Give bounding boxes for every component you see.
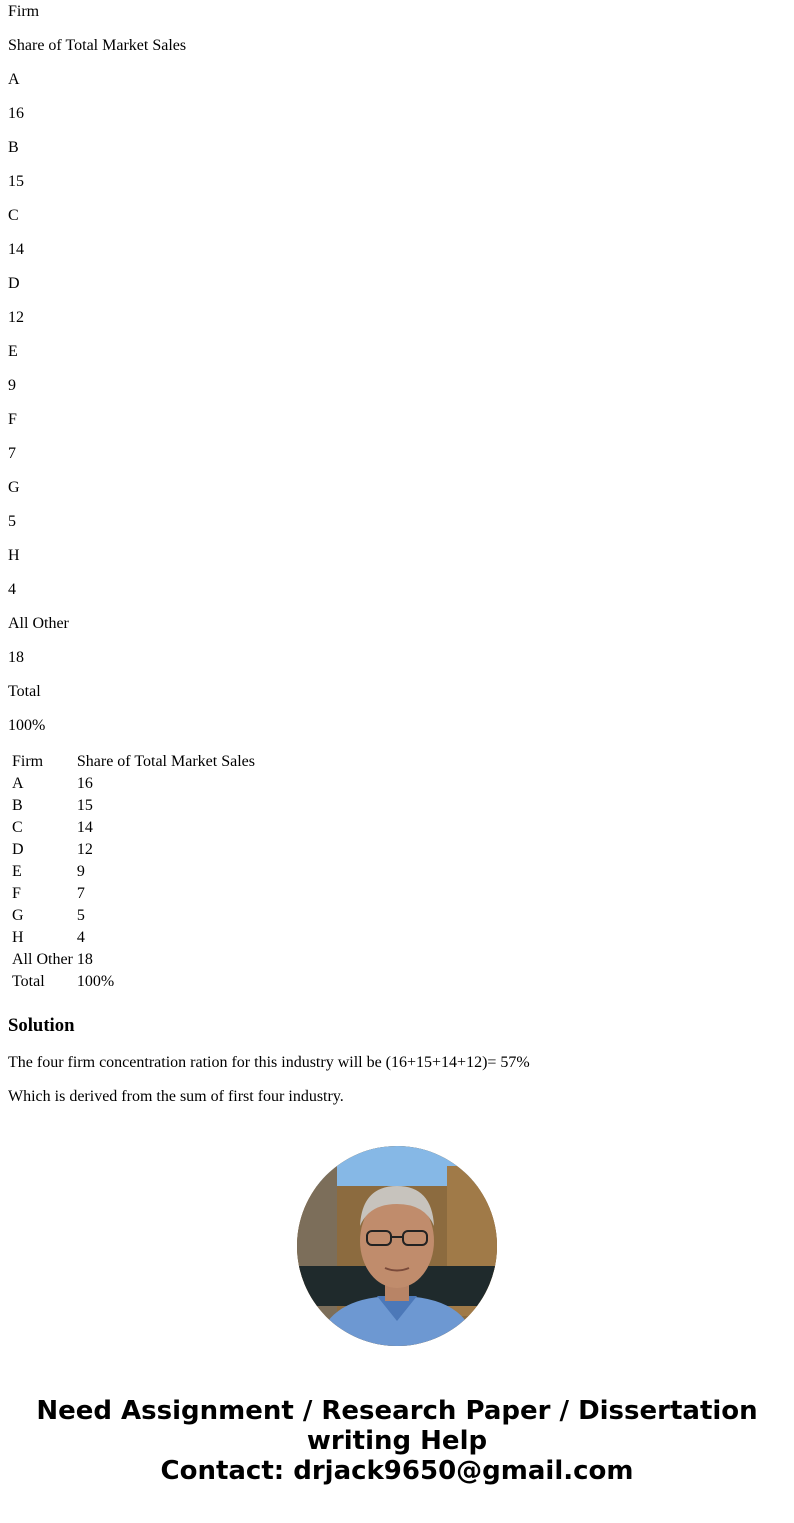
table-row xyxy=(11,796,256,816)
list-item: H xyxy=(8,547,20,564)
table-row xyxy=(11,862,256,882)
table-cell-firm: G xyxy=(12,907,24,924)
list-item: D xyxy=(8,275,20,292)
list-item: 12 xyxy=(8,309,24,326)
share-list xyxy=(8,3,786,735)
list-item: Share of Total Market Sales xyxy=(8,37,187,54)
table-row xyxy=(11,928,256,948)
list-item: Firm xyxy=(8,3,40,20)
table-cell-firm: C xyxy=(12,819,23,836)
table-cell-share: 5 xyxy=(76,907,85,924)
table-cell-share: 16 xyxy=(76,775,93,792)
table-cell-share: 12 xyxy=(76,841,93,858)
table-cell-firm: H xyxy=(12,929,24,946)
solution-text: The four firm concentration ration for this industry will be (16+15+14+12)= 57% xyxy=(8,1054,530,1071)
list-item: B xyxy=(8,139,19,156)
table-row xyxy=(11,972,256,992)
solution-heading: Solution xyxy=(8,1015,75,1036)
market-share-table xyxy=(9,750,258,994)
table-cell-firm: B xyxy=(12,797,23,814)
table-row xyxy=(11,774,256,794)
table-cell-share: 14 xyxy=(76,819,93,836)
list-item: 100% xyxy=(8,717,46,734)
table-header-row xyxy=(11,752,256,772)
table-cell-share: 4 xyxy=(76,929,85,946)
table-cell-firm: All Other xyxy=(12,951,73,968)
promo-banner xyxy=(8,1396,786,1486)
table-header-cell: Firm xyxy=(12,753,44,770)
promo-line-1: Need Assignment / Research Paper / Dissertation xyxy=(36,1396,758,1426)
table-cell-share: 7 xyxy=(76,885,85,902)
table-row xyxy=(11,840,256,860)
list-item: 4 xyxy=(8,581,16,598)
solution-explanation: Which is derived from the sum of first four industry. xyxy=(8,1088,344,1105)
list-item: 5 xyxy=(8,513,16,530)
list-item: E xyxy=(8,343,18,360)
list-item: 18 xyxy=(8,649,24,666)
list-item: A xyxy=(8,71,20,88)
list-item: All Other xyxy=(8,615,69,632)
table-row xyxy=(11,950,256,970)
promo-contact: Contact: drjack9650@gmail.com xyxy=(160,1456,634,1486)
list-item: 15 xyxy=(8,173,24,190)
table-cell-firm: F xyxy=(12,885,21,902)
list-item: Total xyxy=(8,683,41,700)
list-item: 9 xyxy=(8,377,16,394)
table-cell-firm: E xyxy=(12,863,22,880)
author-photo-container xyxy=(8,1146,786,1346)
table-cell-share: 100% xyxy=(76,973,115,990)
table-cell-firm: Total xyxy=(12,973,45,990)
list-item: 7 xyxy=(8,445,16,462)
list-item: 16 xyxy=(8,105,24,122)
list-item: G xyxy=(8,479,20,496)
table-row xyxy=(11,906,256,926)
list-item: 14 xyxy=(8,241,24,258)
list-item: C xyxy=(8,207,19,224)
list-item: F xyxy=(8,411,17,428)
table-cell-share: 15 xyxy=(76,797,93,814)
table-row xyxy=(11,884,256,904)
promo-line-2: writing Help xyxy=(306,1426,488,1456)
table-row xyxy=(11,818,256,838)
table-cell-firm: D xyxy=(12,841,24,858)
table-cell-share: 9 xyxy=(76,863,85,880)
table-cell-share: 18 xyxy=(76,951,93,968)
table-header-cell: Share of Total Market Sales xyxy=(76,753,255,770)
author-photo xyxy=(297,1146,497,1346)
table-cell-firm: A xyxy=(12,775,24,792)
